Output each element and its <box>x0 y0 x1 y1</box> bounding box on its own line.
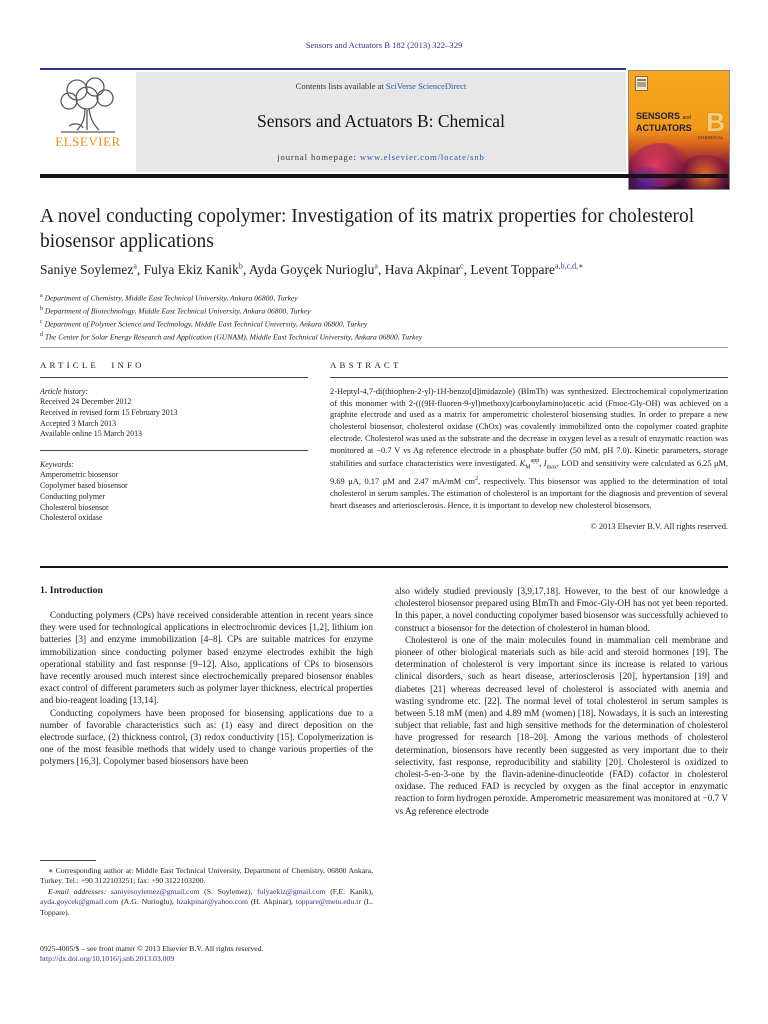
history-line: Received 24 December 2012 <box>40 397 132 406</box>
author: , Levent Toppare$^{a,b,c,d,∗}$ <box>463 261 584 277</box>
author-affiliation-sup: b <box>238 261 243 270</box>
keywords-label: Keywords: <box>40 460 74 470</box>
footnote-block <box>40 860 373 918</box>
body-columns <box>40 585 728 817</box>
intro-paragraph-3: Cholesterol is one of the main molecules found in mammalian cell membrane and pioneer of other biological materials such as bile acid and steroid hormones [19]. The determination of cholesterol is very important since its increase is related to various clinical disorders, such as heart disease, arteriosclerosis [20], hypertansion [19] and diabetes [21] whereas decreased level of cholesterol is associated with anemia and wasting syndrome etc. [22]. The normal level of total cholesterol in serum samples is between 5.18 mM (men) and 4.89 mM (women) [18]. Nowadays, it is such an interesting subject that reliable, fast and high sensitive methods for the determination of cholesterol have progressed for research [18–20]. Among the various methods of cholesterol determination, biosensors have recently been suggested as very important due to their selectivity, fast response, reproducibility and stability [20]. Cholesterol is oxidized to cholest-5-en-3-one by the flavin-adenine-dinucleotide (FAD) cofactor in cholesterol oxidase. The reduced FAD is recycled by oxygen as the final acceptor in enzymatic reaction to form hydrogen peroxide. Amperometric measurement was monitored at −0.7 V vs Ag reference electrode <box>395 634 728 816</box>
cover-title <box>636 111 692 133</box>
header-top-rule <box>40 68 626 70</box>
contents-line <box>296 81 467 91</box>
keyword: Cholesterol biosensor <box>40 502 109 512</box>
article-history-label: Article history: <box>40 387 88 396</box>
left-column <box>40 585 373 817</box>
imprint-block <box>40 944 440 965</box>
author-affiliation-sup: c <box>460 261 464 270</box>
history-line: Received in revised form 15 February 2013 <box>40 407 178 417</box>
affiliation: $^d$ The Center for Solar Energy Research and Application (GUNAM), Middle East Technical University, Ankara 06800, Turkey <box>40 332 423 342</box>
sciverse-sciencedirect-link[interactable]: SciVerse ScienceDirect <box>385 81 467 91</box>
right-column <box>395 585 728 817</box>
abstract-text: 2-Heptyl-4,7-di(thiophen-2-yl)-1H-benzo[d]imidazole) (BImTh) was synthesized. Electrochemical copolymerization of this monomer with 2-(((9H-fluoren-9-yl)methoxy)carbonylamino)acetic acid (Fmoc-Gly-OH) was achieved on a graphite electrode and used as a matrix for amperometric cholesterol biosensing studies. In order to prepare a new cholesterol biosensor, cholesterol oxidase (ChOx) was covalently immobilized onto the copolymer coated graphite electrode. Cholesterol was used as the substrate and the decrease in oxygen level as a result of enzymatic reaction was monitored at −0.7 V vs Ag reference electrode in a phosphate buffer (50 mM, pH 7.0). Kinetic parameters, storage stabilities and surface characteristics were investigated. $K_M^{app}$, $I_{max}$, LOD and sensitivity were calculated as 6.25 μM, 9.69 μA, 0.17 μM and 2.47 mA/mM $cm^2$, respectively. This biosensor was applied to the determination of total cholesterol in serum samples. The estimation of cholesterol is an important for the diagnosis and prevention of several heart diseases and arteriosclerosis. Hence, it is important to develop new cholesterol biosensors. <box>330 387 728 510</box>
author: , Ayda Goyçek Nurioglu$^a$ <box>242 261 378 277</box>
email-link[interactable]: hzakpinar@yahoo.com <box>176 897 249 907</box>
author-affiliation-sup: a,b,c,d,∗ <box>555 261 584 270</box>
elsevier-logo <box>40 72 136 172</box>
history-line: Accepted 3 March 2013 <box>40 418 117 428</box>
article-info-column <box>40 360 308 531</box>
contents-prefix: Contents lists available at <box>295 81 384 91</box>
cover-title-actuators: ACTUATORS <box>636 123 692 133</box>
keyword: Copolymer based biosensor <box>40 480 128 490</box>
introduction-heading: 1. Introduction <box>40 585 103 596</box>
history-line: Available online 15 March 2013 <box>40 429 142 439</box>
abstract-bottom-rule <box>40 566 728 568</box>
section-divider <box>40 347 728 348</box>
affiliation: $^c$ Department of Polymer Science and Technology, Middle East Technical University, Ankara 06800, Turkey <box>40 319 368 329</box>
intro-paragraph-2-continued: also widely studied previously [3,9,17,18]. However, to the best of our knowledge a cholesterol biosensor prepared using BImTh and Fmoc-Gly-OH has not yet been reported. In this paper, a novel conducting copolymer based biosensor was successfully achieved to construct a biosensor for the detection of cholesterol in human blood. <box>395 586 728 633</box>
affiliation: $^a$ Department of Chemistry, Middle East Technical University, Ankara 06800, Turkey <box>40 293 298 303</box>
abstract-column <box>330 360 728 531</box>
cover-title-sensors: SENSORS <box>636 111 681 121</box>
header-bottom-rule <box>40 174 728 178</box>
journal-title: Sensors and Actuators B: Chemical <box>257 111 505 131</box>
banner-center <box>136 72 626 172</box>
affiliation: $^b$ Department of Biotechnology, Middle East Technical University, Ankara 06800, Turkey <box>40 306 311 316</box>
author: Saniye Soylemez$^a$ <box>40 261 137 277</box>
affiliation-list <box>40 291 728 344</box>
intro-paragraph-2: Conducting copolymers have been proposed for biosensing applications due to a number of favorable characteristics such as: (1) easy and direct deposition on the electrode surface, (2) thickness control, (3) redox conductivity [15]. Copolymerization is one of the most feasible methods that widely used to change various properties of the polymers [16,3]. Copolymer based biosensors have been <box>40 707 373 767</box>
author-affiliation-sup: a <box>133 261 137 270</box>
info-abstract-block <box>40 360 728 531</box>
journal-cover-thumbnail <box>628 70 730 190</box>
email-link[interactable]: ayda.goycek@gmail.com <box>40 897 119 907</box>
author-affiliation-sup: a <box>374 261 378 270</box>
journal-homepage-link[interactable]: www.elsevier.com/locate/snb <box>359 152 485 162</box>
keyword: Cholesterol oxidase <box>40 513 103 523</box>
footnote-rule <box>40 860 96 861</box>
email-addresses: E-mail addresses: saniyesoylemez@gmail.com (S. Soylemez), fulyaekiz@gmail.com (F.E. Kanik), ayda.goycek@gmail.com (A.G. Nurioglu), hzakpinar@yahoo.com (H. Akpinar), toppare@metu.edu.tr (L. Toppare). <box>40 886 374 917</box>
email-link[interactable]: fulyaekiz@gmail.com <box>257 886 326 896</box>
author: , Hava Akpinar$^c$ <box>377 261 464 277</box>
email-link[interactable]: toppare@metu.edu.tr <box>295 897 361 907</box>
cover-chemical-label: CHEMICAL <box>697 135 724 140</box>
article-info-heading: ARTICLE INFO <box>40 360 145 370</box>
homepage-prefix: journal homepage: <box>277 152 357 162</box>
rule <box>40 377 308 378</box>
abstract-heading: ABSTRACT <box>330 360 402 370</box>
intro-paragraph-1: Conducting polymers (CPs) have received considerable attention in recent years since they were used for technological applications in electrochromic devices [1,2], lithium ion batteries [3] and enzyme immobilization [4–8]. CPs are suitable matrices for enzyme immobilization since conducting polymer based enzyme electrodes exhibit the high operational stability and fast response [9–12]. Also, applications of CPs to biosensors have recently aroused much interest since electrochemically prepared biosensor enables exact control of different parameters such as polymer layer thickness, electrical properties and bio-reagent loading [13,14]. <box>40 610 373 706</box>
corresponding-author-note: ∗ Corresponding author at: Middle East Technical University, Department of Chemistry, 06800 Ankara, Turkey. Tel.: +90 3122103251; fax: +90 3122103200. <box>40 866 373 886</box>
keyword: Conducting polymer <box>40 491 106 501</box>
journal-header-banner <box>40 72 626 172</box>
author: , Fulya Ekiz Kanik$^b$ <box>136 261 243 277</box>
keyword: Amperometric biosensor <box>40 470 119 480</box>
doi-link[interactable]: http://dx.doi.org/10.1016/j.snb.2013.03.009 <box>40 954 175 964</box>
journal-citation-line: Sensors and Actuators B 182 (2013) 322–329 <box>305 40 463 50</box>
elsevier-wordmark: ELSEVIER <box>55 134 121 149</box>
cover-publisher-mark-icon <box>635 76 648 91</box>
email-link[interactable]: saniyesoylemez@gmail.com <box>110 886 200 896</box>
author-list <box>40 261 728 278</box>
issn-line: 0925-4005/$ – see front matter © 2013 Elsevier B.V. All rights reserved. <box>40 944 264 953</box>
rule <box>40 450 308 451</box>
elsevier-tree-icon <box>55 74 121 136</box>
cover-letter-b: B <box>706 107 725 137</box>
cover-art-blob <box>677 155 730 190</box>
copyright-line: © 2013 Elsevier B.V. All rights reserved. <box>590 522 728 532</box>
journal-homepage-line <box>277 152 485 162</box>
rule <box>330 377 728 378</box>
article-title: A novel conducting copolymer: Investigation of its matrix properties for cholesterol biosensor applications <box>40 206 695 252</box>
cover-title-and: and <box>682 115 691 121</box>
